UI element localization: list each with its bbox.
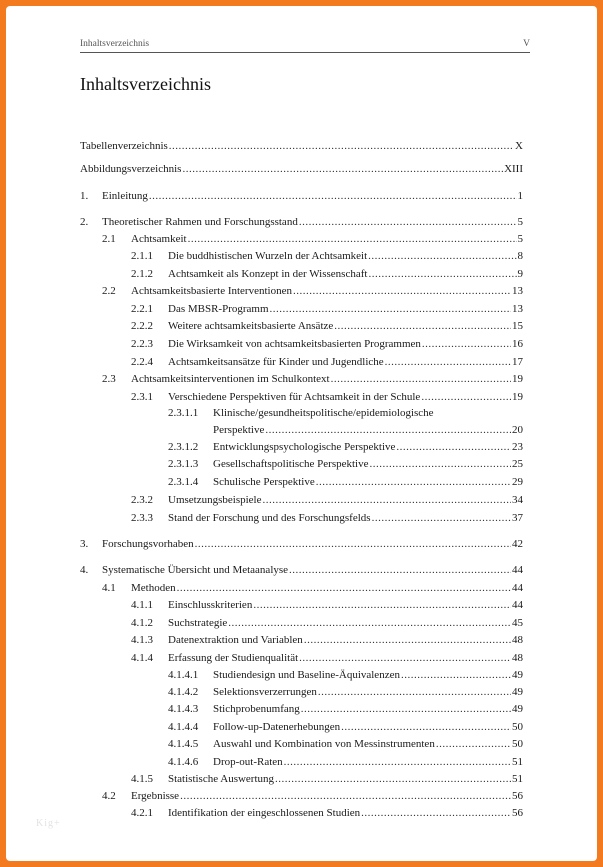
toc-entry-page: 34 [512,494,523,506]
toc-entry-title: Entwicklungspsychologische Perspektive [213,441,396,453]
toc-entry[interactable] [168,738,523,751]
toc-entry-title: Weitere achtsamkeitsbasierte Ansätze [168,320,334,332]
toc-entry-number: 4.1.4.1 [168,669,199,681]
toc-entry-title: Follow-up-Datenerhebungen [213,721,341,733]
toc-entry-title: Methoden [131,582,176,594]
toc-entry-page: 37 [512,512,523,524]
toc-entry[interactable] [131,356,523,369]
toc-entry[interactable] [131,599,523,612]
toc-entry-page: XIII [504,163,523,175]
dot-leader [270,303,511,316]
toc-entry-title: Abbildungsverzeichnis [80,163,182,175]
toc-entry-number: 4.2 [102,790,116,802]
toc-entry-number: 4.1.4.4 [168,721,199,733]
toc-entry-page: 9 [517,268,523,280]
dot-leader [262,494,511,507]
toc-entry-title: Tabellenverzeichnis [80,140,168,152]
toc-entry-number: 2.3.1.2 [168,441,199,453]
dot-leader [289,564,511,577]
toc-entry-title: Achtsamkeitsinterventionen im Schulkontext [131,373,330,385]
toc-entry-number: 2.2.4 [131,356,153,368]
toc-entry[interactable] [168,458,523,471]
toc-entry-page: 49 [512,669,523,681]
dot-leader [265,424,511,437]
toc-entry-number: 2.1.1 [131,250,153,262]
toc-entry-number: 2.2.1 [131,303,153,315]
toc-entry[interactable] [131,634,523,647]
document-page [6,6,597,861]
toc-entry[interactable] [131,512,523,525]
dot-leader [368,268,516,281]
toc-entry-page: 19 [512,373,523,385]
toc-entry-title: Achtsamkeitsbasierte Interventionen [131,285,292,297]
toc-entry[interactable] [131,617,523,630]
toc-entry-title: Perspektive [213,424,265,436]
toc-entry-number: 2.1 [102,233,116,245]
toc-entry-page: 25 [512,458,523,470]
toc-entry-title: Achtsamkeitsansätze für Kinder und Jugendliche [168,356,384,368]
toc-entry-title: Klinische/gesundheitspolitische/epidemiologische [213,407,434,419]
dot-leader [361,807,511,820]
dot-leader [385,356,511,369]
toc-entry-number: 4.1.5 [131,773,153,785]
dot-leader [275,773,511,786]
toc-entry[interactable] [131,303,523,316]
toc-entry[interactable] [131,807,523,820]
dot-leader [316,476,511,489]
toc-entry[interactable] [102,582,523,595]
toc-entry-title: Einleitung [102,190,148,202]
toc-entry-title: Die buddhistischen Wurzeln der Achtsamkeit [168,250,368,262]
dot-leader [368,250,516,263]
toc-entry-title: Forschungsvorhaben [102,538,194,550]
toc-entry[interactable] [131,338,523,351]
toc-entry-title: Auswahl und Kombination von Messinstrumenten [213,738,435,750]
toc-entry-number: 2.3.2 [131,494,153,506]
toc-entry-title: Umsetzungsbeispiele [168,494,262,506]
toc-entry-title: Studiendesign und Baseline-Äquivalenzen [213,669,400,681]
toc-entry[interactable] [80,140,523,153]
toc-entry-page: 44 [512,582,523,594]
dot-leader [331,373,511,386]
toc-entry-number: 4.1.4 [131,652,153,664]
toc-entry-title: Selektionsverzerrungen [213,686,317,698]
dot-leader [370,458,512,471]
toc-entry[interactable] [168,441,523,454]
dot-leader [334,320,511,333]
toc-entry[interactable] [131,268,523,281]
toc-entry-number: 2. [80,216,89,228]
toc-entry-page: 56 [512,807,523,819]
dot-leader [284,756,511,769]
toc-entry-title: Drop-out-Raten [213,756,283,768]
toc-entry-number: 4.1.4.6 [168,756,199,768]
toc-entry[interactable] [168,721,523,734]
toc-entry-title: Theoretischer Rahmen und Forschungsstand [102,216,298,228]
toc-entry[interactable] [80,216,523,229]
toc-entry[interactable] [213,424,523,437]
toc-entry-page: 23 [512,441,523,453]
table-of-contents [6,6,597,861]
toc-entry[interactable] [168,669,523,682]
toc-entry-number: 4.1 [102,582,116,594]
toc-entry[interactable] [80,538,523,551]
toc-entry-number: 4.1.3 [131,634,153,646]
dot-leader [169,140,514,153]
toc-entry-title: Systematische Übersicht und Metaanalyse [102,564,289,576]
toc-entry[interactable] [168,756,523,769]
toc-entry-title: Identifikation der eingeschlossenen Studien [168,807,361,819]
toc-entry-title: Einschlusskriterien [168,599,253,611]
dot-leader [182,163,503,176]
toc-entry-number: 2.3.1.1 [168,407,199,419]
dot-leader [372,512,511,525]
dot-leader [422,338,511,351]
dot-leader [299,652,511,665]
toc-entry[interactable] [131,773,523,786]
toc-entry-number: 2.3 [102,373,116,385]
toc-entry-page: 19 [512,391,523,403]
dot-leader [396,441,511,454]
toc-entry-page: 51 [512,756,523,768]
toc-entry-page: 50 [512,721,523,733]
dot-leader [421,391,511,404]
toc-entry-page: 44 [512,564,523,576]
dot-leader [401,669,511,682]
toc-entry-title: Gesellschaftspolitische Perspektive [213,458,369,470]
toc-entry[interactable] [80,190,523,203]
toc-entry[interactable] [168,703,523,716]
toc-entry-number: 3. [80,538,89,550]
toc-entry[interactable] [168,686,523,699]
toc-entry-page: 13 [512,285,523,297]
dot-leader [301,703,511,716]
toc-entry-title: Achtsamkeit [131,233,187,245]
toc-entry-page: 17 [512,356,523,368]
dot-leader [228,617,511,630]
dot-leader [299,216,517,229]
toc-entry-page: 5 [517,233,523,245]
header-title: Inhaltsverzeichnis [80,39,150,49]
toc-entry[interactable] [102,790,523,803]
toc-entry[interactable] [131,391,523,404]
toc-entry-page: 8 [517,250,523,262]
dot-leader [180,790,511,803]
toc-entry-page: 48 [512,652,523,664]
toc-entry[interactable] [102,373,523,386]
dot-leader [195,538,511,551]
toc-entry-number: 2.3.1.4 [168,476,199,488]
watermark: Kig+ [36,818,61,829]
toc-entry-title: Statistische Auswertung [168,773,275,785]
page-title: Inhaltsverzeichnis [80,74,211,94]
toc-entry[interactable] [80,564,523,577]
toc-entry-page: 42 [512,538,523,550]
toc-entry-number: 4.1.4.5 [168,738,199,750]
toc-entry[interactable] [131,250,523,263]
toc-entry-title: Die Wirksamkeit von achtsamkeitsbasierten Programmen [168,338,421,350]
dot-leader [149,190,517,203]
toc-entry-page: 45 [512,617,523,629]
toc-entry-number: 2.3.1.3 [168,458,199,470]
dot-leader [293,285,511,298]
toc-entry-number: 4.1.2 [131,617,153,629]
toc-entry-title: Schulische Perspektive [213,476,315,488]
toc-entry-number: 4. [80,564,89,576]
toc-entry-page: 1 [517,190,523,202]
toc-entry[interactable] [80,163,523,176]
toc-entry-number: 1. [80,190,89,202]
toc-entry[interactable] [102,285,523,298]
dot-leader [436,738,511,751]
toc-entry-page: 5 [517,216,523,228]
toc-entry-number: 2.1.2 [131,268,153,280]
toc-entry-number: 2.3.3 [131,512,153,524]
toc-entry-page: 44 [512,599,523,611]
toc-entry-number: 2.2.3 [131,338,153,350]
toc-entry-page: 56 [512,790,523,802]
header-page-number: V [523,39,530,49]
toc-entry[interactable] [168,407,523,420]
dot-leader [177,582,511,595]
dot-leader [318,686,511,699]
toc-entry-number: 4.2.1 [131,807,153,819]
toc-entry-number: 4.1.4.2 [168,686,199,698]
toc-entry-number: 2.2 [102,285,116,297]
toc-entry-title: Datenextraktion und Variablen [168,634,303,646]
toc-entry-title: Verschiedene Perspektiven für Achtsamkeit in der Schule [168,391,421,403]
toc-entry-number: 2.3.1 [131,391,153,403]
toc-entry-number: 4.1.1 [131,599,153,611]
toc-entry[interactable] [168,476,523,489]
toc-entry-title: Ergebnisse [131,790,180,802]
toc-entry-title: Stand der Forschung und des Forschungsfelds [168,512,371,524]
toc-entry-title: Stichprobenumfang [213,703,300,715]
toc-entry-number: 2.2.2 [131,320,153,332]
toc-entry[interactable] [131,494,523,507]
toc-entry-title: Erfassung der Studienqualität [168,652,299,664]
toc-entry-title: Achtsamkeit als Konzept in der Wissenschaft [168,268,368,280]
toc-entry-page: 29 [512,476,523,488]
toc-entry-page: 16 [512,338,523,350]
toc-entry[interactable] [131,652,523,665]
toc-entry-page: 49 [512,703,523,715]
dot-leader [304,634,511,647]
toc-entry-page: 20 [512,424,523,436]
toc-entry-page: 13 [512,303,523,315]
dot-leader [253,599,511,612]
toc-entry-title: Das MBSR-Programm [168,303,269,315]
toc-entry-page: 50 [512,738,523,750]
toc-entry-page: 49 [512,686,523,698]
toc-entry-page: 48 [512,634,523,646]
toc-entry-page: X [515,140,523,152]
dot-leader [341,721,511,734]
toc-entry-page: 51 [512,773,523,785]
dot-leader [188,233,517,246]
toc-entry-title: Suchstrategie [168,617,228,629]
toc-entry[interactable] [131,320,523,333]
toc-entry[interactable] [102,233,523,246]
toc-entry-page: 15 [512,320,523,332]
toc-entry-number: 4.1.4.3 [168,703,199,715]
